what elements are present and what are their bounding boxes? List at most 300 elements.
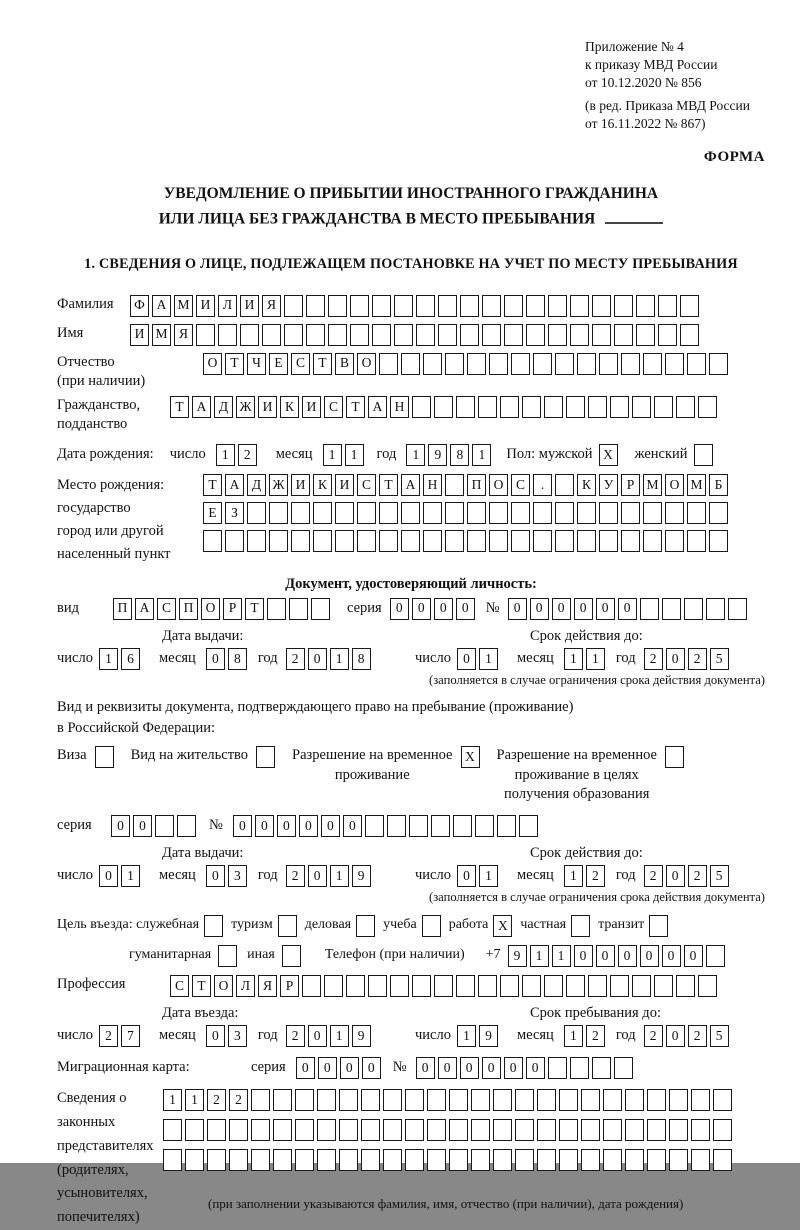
annex-line: Приложение № 4 (585, 39, 684, 54)
form-title-line1: УВЕДОМЛЕНИЕ О ПРИБЫТИИ ИНОСТРАННОГО ГРАЖДАНИНА (163, 185, 659, 203)
char-box: И (302, 396, 321, 418)
char-box (251, 1149, 270, 1171)
char-box (709, 502, 728, 524)
char-box: П (179, 598, 198, 620)
char-box (603, 1149, 622, 1171)
char-box (647, 1089, 666, 1111)
char-box: 0 (434, 598, 453, 620)
year-label: год (376, 446, 397, 463)
stay-until-year-boxes (644, 1025, 732, 1047)
char-box: 1 (564, 648, 583, 670)
char-box (489, 353, 508, 375)
char-box (262, 324, 281, 346)
char-box: Н (423, 474, 442, 496)
char-box (497, 815, 516, 837)
char-box (163, 1149, 182, 1171)
stay-expiry-month-boxes (564, 865, 608, 887)
char-box (658, 295, 677, 317)
char-box (533, 353, 552, 375)
migration-card-series-label: серия (251, 1059, 286, 1075)
entry-date-header: Дата въезда: (162, 1004, 239, 1021)
char-box: 0 (640, 945, 659, 967)
char-box: 0 (206, 865, 225, 887)
char-box: О (665, 474, 684, 496)
doc-number-boxes (508, 598, 750, 620)
char-box (478, 396, 497, 418)
char-box: З (225, 502, 244, 524)
annex-line: от 10.12.2020 № 856 (585, 74, 702, 90)
id-expiry-year-boxes (644, 648, 732, 670)
char-box (691, 1119, 710, 1141)
char-box (471, 1119, 490, 1141)
char-box: М (152, 324, 171, 346)
char-box (504, 295, 523, 317)
char-box: П (467, 474, 486, 496)
char-box: У (599, 474, 618, 496)
char-box (350, 324, 369, 346)
char-box: 1 (216, 444, 235, 466)
char-box: 0 (99, 865, 118, 887)
char-box (592, 1057, 611, 1079)
char-box (640, 598, 659, 620)
char-box (570, 1057, 589, 1079)
birth-place-label-line3: город или другой (57, 523, 164, 540)
purpose-humanitarian-checkbox (218, 945, 240, 967)
birth-place-label-line2: государство (57, 500, 131, 517)
char-box (185, 1119, 204, 1141)
char-box: 2 (644, 865, 663, 887)
char-box (324, 975, 343, 997)
surname-boxes (130, 295, 702, 317)
char-box (544, 975, 563, 997)
char-box: П (113, 598, 132, 620)
char-box: 7 (121, 1025, 140, 1047)
representatives-row1-boxes (163, 1089, 735, 1111)
temp-residence-option (292, 746, 482, 785)
char-box: 2 (207, 1089, 226, 1111)
id-expiry-header: Срок действия до: (530, 627, 643, 644)
char-box (328, 324, 347, 346)
char-box (445, 474, 464, 496)
char-box (691, 1089, 710, 1111)
year-label: год (257, 867, 278, 884)
char-box (599, 353, 618, 375)
char-box (566, 396, 585, 418)
id-issue-year-boxes (286, 648, 374, 670)
char-box: С (157, 598, 176, 620)
char-box (577, 353, 596, 375)
visa-option (57, 746, 117, 768)
purpose-work-checkbox (493, 915, 515, 937)
char-box: 9 (508, 945, 527, 967)
purpose-tourism-label: туризм (231, 917, 273, 933)
char-box (317, 1149, 336, 1171)
representatives-label-line5: усыновителях, (57, 1185, 148, 1202)
char-box: 2 (286, 865, 305, 887)
char-box: 0 (438, 1057, 457, 1079)
char-box: С (170, 975, 189, 997)
char-box: 1 (552, 945, 571, 967)
char-box: 0 (552, 598, 571, 620)
stay-until-header: Срок пребывания до: (530, 1004, 661, 1021)
char-box (471, 1089, 490, 1111)
char-box: И (258, 396, 277, 418)
char-box (269, 502, 288, 524)
purpose-study-checkbox (422, 915, 444, 937)
annex-line: к приказу МВД России (585, 56, 718, 72)
char-box (449, 1089, 468, 1111)
char-box (665, 502, 684, 524)
char-box: 9 (352, 1025, 371, 1047)
char-box (603, 1089, 622, 1111)
char-box: 0 (277, 815, 296, 837)
char-box: И (196, 295, 215, 317)
citizenship-label-line2: подданство (57, 416, 128, 433)
char-box (284, 324, 303, 346)
char-box (511, 353, 530, 375)
char-box (706, 945, 725, 967)
char-box: 3 (228, 1025, 247, 1047)
stay-issue-header: Дата выдачи: (162, 844, 244, 861)
char-box (361, 1119, 380, 1141)
char-box: 1 (530, 945, 549, 967)
char-box (394, 295, 413, 317)
purpose-work-label: работа (448, 917, 489, 933)
char-box (559, 1119, 578, 1141)
char-box: Т (346, 396, 365, 418)
char-box (423, 530, 442, 552)
char-box: Т (192, 975, 211, 997)
char-box (522, 975, 541, 997)
char-box (346, 975, 365, 997)
char-box (273, 1119, 292, 1141)
char-box (401, 530, 420, 552)
stay-doc-series-label: серия (57, 817, 92, 833)
char-box (581, 1149, 600, 1171)
form-title (57, 182, 765, 232)
phone-boxes (508, 945, 728, 967)
char-box (647, 1149, 666, 1171)
char-box: Т (245, 598, 264, 620)
char-box (625, 1089, 644, 1111)
patronymic-label-line2: (при наличии) (57, 373, 146, 390)
char-box: 1 (330, 865, 349, 887)
char-box (339, 1089, 358, 1111)
edu-residence-label-line2: проживание в целях (514, 766, 639, 783)
sex-female-label: женский (634, 446, 688, 463)
char-box: 0 (308, 1025, 327, 1047)
char-box: 9 (352, 865, 371, 887)
year-label: год (615, 867, 636, 884)
char-box: 0 (508, 598, 527, 620)
char-box: С (357, 474, 376, 496)
char-box (706, 598, 725, 620)
char-box (438, 324, 457, 346)
char-box (405, 1119, 424, 1141)
entry-day-boxes (99, 1025, 143, 1047)
char-box (203, 530, 222, 552)
char-box (409, 815, 428, 837)
purpose-private-checkbox (571, 915, 593, 937)
char-box (207, 1149, 226, 1171)
month-label: месяц (158, 1027, 196, 1044)
char-box: 5 (710, 648, 729, 670)
char-box: 8 (352, 648, 371, 670)
purpose-humanitarian-label: гуманитарная (129, 947, 212, 963)
char-box: 2 (688, 865, 707, 887)
citizenship-boxes (170, 396, 720, 418)
char-box: 0 (618, 598, 637, 620)
char-box: 1 (121, 865, 140, 887)
char-box (665, 746, 684, 768)
purpose-transit-label: транзит (598, 917, 645, 933)
char-box (453, 815, 472, 837)
char-box: О (203, 353, 222, 375)
birth-place-label-line4: населенный пункт (57, 546, 171, 563)
char-box (614, 295, 633, 317)
char-box (577, 502, 596, 524)
char-box: 2 (286, 648, 305, 670)
char-box: 0 (666, 648, 685, 670)
char-box (311, 598, 330, 620)
day-label: число (415, 650, 451, 667)
char-box (365, 815, 384, 837)
representatives-note: (при заполнении указываются фамилия, имя, отчество (при наличии), дата рождения) (208, 1195, 684, 1211)
char-box (694, 444, 713, 466)
citizenship-label (57, 396, 170, 435)
char-box (422, 915, 441, 937)
char-box: 1 (99, 648, 118, 670)
temp-residence-checkbox (461, 746, 483, 768)
char-box (526, 295, 545, 317)
patronymic-label (57, 353, 203, 392)
char-box (555, 502, 574, 524)
char-box (405, 1149, 424, 1171)
char-box (412, 975, 431, 997)
char-box (610, 396, 629, 418)
char-box (680, 295, 699, 317)
char-box: 0 (321, 815, 340, 837)
char-box (423, 502, 442, 524)
char-box (555, 474, 574, 496)
char-box (654, 975, 673, 997)
char-box: 0 (482, 1057, 501, 1079)
temp-residence-label-line2: проживание (334, 766, 410, 783)
char-box (445, 502, 464, 524)
purpose-other-label: иная (247, 947, 275, 963)
purpose-business-label: деловая (304, 917, 352, 933)
char-box (519, 815, 538, 837)
char-box: Ф (130, 295, 149, 317)
char-box (471, 1149, 490, 1171)
char-box (588, 396, 607, 418)
char-box: 0 (574, 598, 593, 620)
year-label: год (257, 1027, 278, 1044)
char-box (698, 975, 717, 997)
edu-residence-label-line3: получения образования (504, 786, 650, 803)
char-box (427, 1089, 446, 1111)
char-box: С (324, 396, 343, 418)
char-box (728, 598, 747, 620)
char-box: 0 (340, 1057, 359, 1079)
char-box: X (461, 746, 480, 768)
representatives-row2-boxes (163, 1119, 735, 1141)
char-box: О (489, 474, 508, 496)
char-box (713, 1089, 732, 1111)
char-box (649, 915, 668, 937)
char-box (614, 1057, 633, 1079)
birth-place-row3-boxes (203, 530, 731, 552)
revision-line: от 16.11.2022 № 867) (585, 116, 706, 132)
char-box (544, 396, 563, 418)
char-box: М (174, 295, 193, 317)
char-box (515, 1119, 534, 1141)
char-box: 0 (362, 1057, 381, 1079)
char-box (500, 975, 519, 997)
char-box (361, 1149, 380, 1171)
char-box: 2 (688, 648, 707, 670)
edu-residence-option (497, 746, 687, 805)
char-box (614, 324, 633, 346)
char-box (625, 1149, 644, 1171)
char-box (467, 353, 486, 375)
char-box (526, 324, 545, 346)
month-label: месяц (158, 867, 196, 884)
char-box: 0 (526, 1057, 545, 1079)
residence-permit-option (131, 746, 278, 768)
char-box (372, 295, 391, 317)
birth-place-label-line1: Место рождения: (57, 476, 165, 493)
char-box: 9 (428, 444, 447, 466)
char-box (155, 815, 174, 837)
patronymic-boxes (203, 353, 731, 375)
char-box: Р (280, 975, 299, 997)
char-box (416, 295, 435, 317)
char-box: 2 (99, 1025, 118, 1047)
purpose-label: Цель въезда: служебная (57, 917, 200, 933)
char-box (658, 324, 677, 346)
char-box (427, 1149, 446, 1171)
char-box: И (291, 474, 310, 496)
char-box: Р (621, 474, 640, 496)
migration-card-series-boxes (296, 1057, 384, 1079)
char-box (456, 975, 475, 997)
char-box (251, 1119, 270, 1141)
purpose-business-checkbox (356, 915, 378, 937)
char-box (669, 1119, 688, 1141)
char-box (713, 1149, 732, 1171)
char-box: 1 (406, 444, 425, 466)
char-box (548, 295, 567, 317)
char-box (522, 396, 541, 418)
char-box (621, 502, 640, 524)
id-issue-month-boxes (206, 648, 250, 670)
char-box (599, 502, 618, 524)
char-box: Я (258, 975, 277, 997)
char-box (665, 530, 684, 552)
char-box (368, 975, 387, 997)
sex-female-checkbox (694, 444, 716, 466)
visa-checkbox (95, 746, 117, 768)
purpose-transit-checkbox (649, 915, 671, 937)
char-box: О (201, 598, 220, 620)
char-box (289, 598, 308, 620)
char-box (625, 1119, 644, 1141)
char-box: 0 (618, 945, 637, 967)
char-box (456, 396, 475, 418)
char-box: 0 (460, 1057, 479, 1079)
char-box: 8 (228, 648, 247, 670)
char-box (291, 502, 310, 524)
title-blank-underline (605, 206, 663, 224)
char-box: Д (247, 474, 266, 496)
stay-doc-number-boxes (233, 815, 541, 837)
char-box (515, 1149, 534, 1171)
char-box: 2 (229, 1089, 248, 1111)
char-box (284, 295, 303, 317)
form-title-line2-text: ИЛИ ЛИЦА БЕЗ ГРАЖДАНСТВА В МЕСТО ПРЕБЫВАНИЯ (158, 210, 596, 228)
char-box (383, 1089, 402, 1111)
char-box (555, 530, 574, 552)
profession-boxes (170, 975, 720, 997)
char-box (282, 945, 301, 967)
char-box (278, 915, 297, 937)
char-box (390, 975, 409, 997)
sex-male-label: Пол: мужской (506, 446, 593, 463)
char-box: С (511, 474, 530, 496)
char-box (185, 1149, 204, 1171)
char-box (684, 598, 703, 620)
entry-year-boxes (286, 1025, 374, 1047)
month-label: месяц (516, 1027, 554, 1044)
birth-year-boxes (406, 444, 494, 466)
birth-month-boxes (323, 444, 367, 466)
form-title-line2 (57, 206, 765, 232)
char-box (438, 295, 457, 317)
char-box: О (214, 975, 233, 997)
entry-month-boxes (206, 1025, 250, 1047)
stay-expiry-note: (заполняется в случае ограничения срока действия документа) (429, 889, 765, 904)
char-box (379, 502, 398, 524)
char-box (592, 295, 611, 317)
char-box (493, 1089, 512, 1111)
char-box (676, 396, 695, 418)
char-box (493, 1149, 512, 1171)
char-box (291, 530, 310, 552)
char-box (273, 1089, 292, 1111)
temp-residence-label (292, 746, 452, 785)
char-box: 2 (286, 1025, 305, 1047)
char-box: О (357, 353, 376, 375)
char-box (394, 324, 413, 346)
name-label: Имя (57, 324, 84, 341)
char-box: 1 (323, 444, 342, 466)
char-box (511, 530, 530, 552)
char-box (401, 502, 420, 524)
patronymic-label-line1: Отчество (57, 353, 115, 370)
char-box: 2 (644, 648, 663, 670)
char-box: 1 (345, 444, 364, 466)
id-expiry-day-boxes (457, 648, 501, 670)
id-issue-header: Дата выдачи: (162, 627, 244, 644)
stay-expiry-day-boxes (457, 865, 501, 887)
char-box: 0 (457, 865, 476, 887)
char-box (632, 396, 651, 418)
char-box (356, 915, 375, 937)
char-box (416, 324, 435, 346)
char-box: Е (203, 502, 222, 524)
char-box (621, 353, 640, 375)
